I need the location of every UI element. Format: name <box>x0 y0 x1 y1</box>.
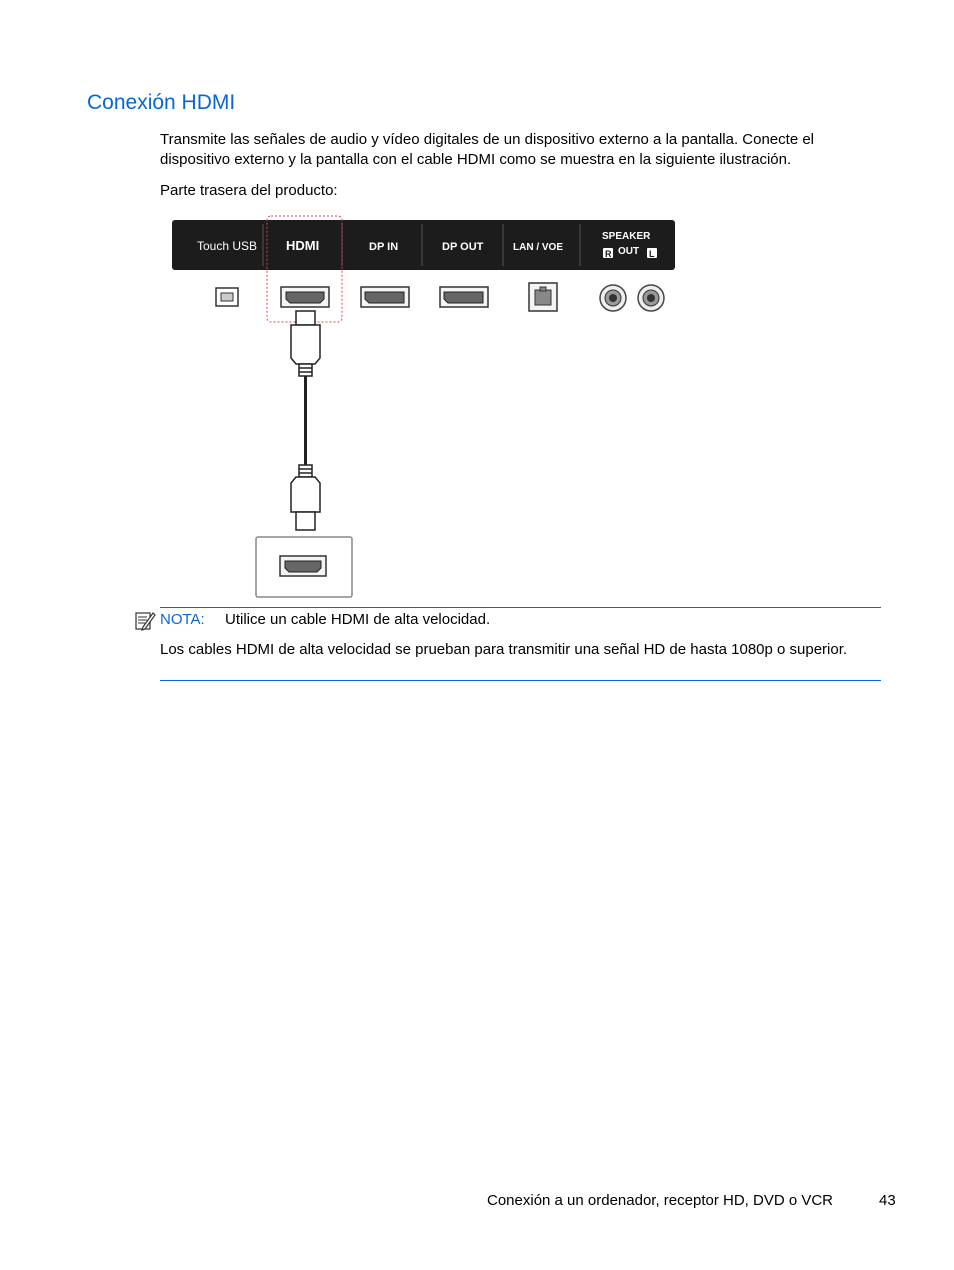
label-dp-in: DP IN <box>369 241 399 253</box>
hdmi-connection-diagram <box>160 212 680 602</box>
note-pencil-icon <box>134 610 156 632</box>
speaker-r-jack-icon <box>600 285 626 311</box>
dp-in-port-icon <box>361 287 409 307</box>
note-body: Los cables HDMI de alta velocidad se prueban para transmitir una señal HD de hasta 1080p o superior. <box>160 641 848 658</box>
intro-paragraph: Transmite las señales de audio y vídeo digitales de un dispositivo externo a la pantalla. Conecte el dispositivo externo y la pantalla con el cable HDMI como se muestra en la siguiente ilustración. <box>160 131 815 168</box>
label-speaker: SPEAKER <box>602 231 651 242</box>
note-label: NOTA: <box>160 611 205 628</box>
speaker-l-jack-icon <box>638 285 664 311</box>
label-speaker-l: L <box>649 249 655 259</box>
lan-port-icon <box>529 283 557 311</box>
note-top-rule <box>160 607 881 608</box>
note-bottom-rule <box>160 680 881 681</box>
hdmi-port-icon <box>281 287 329 307</box>
label-speaker-out: OUT <box>618 246 640 257</box>
label-touch-usb: Touch USB <box>197 239 258 253</box>
label-hdmi: HDMI <box>286 238 320 253</box>
hdmi-cable-icon <box>291 311 320 530</box>
section-title: Conexión HDMI <box>87 91 236 114</box>
label-speaker-r: R <box>605 249 612 259</box>
diagram-subheading: Parte trasera del producto: <box>160 182 338 199</box>
footer-chapter: Conexión a un ordenador, receptor HD, DVD o VCR <box>487 1192 834 1209</box>
dp-out-port-icon <box>440 287 488 307</box>
usb-port-icon <box>216 288 238 306</box>
note-text: Utilice un cable HDMI de alta velocidad. <box>225 611 491 628</box>
label-lan-voe: LAN / VOE <box>513 242 564 253</box>
label-dp-out: DP OUT <box>442 241 484 253</box>
page-number: 43 <box>879 1192 896 1209</box>
external-device-icon <box>256 537 352 597</box>
